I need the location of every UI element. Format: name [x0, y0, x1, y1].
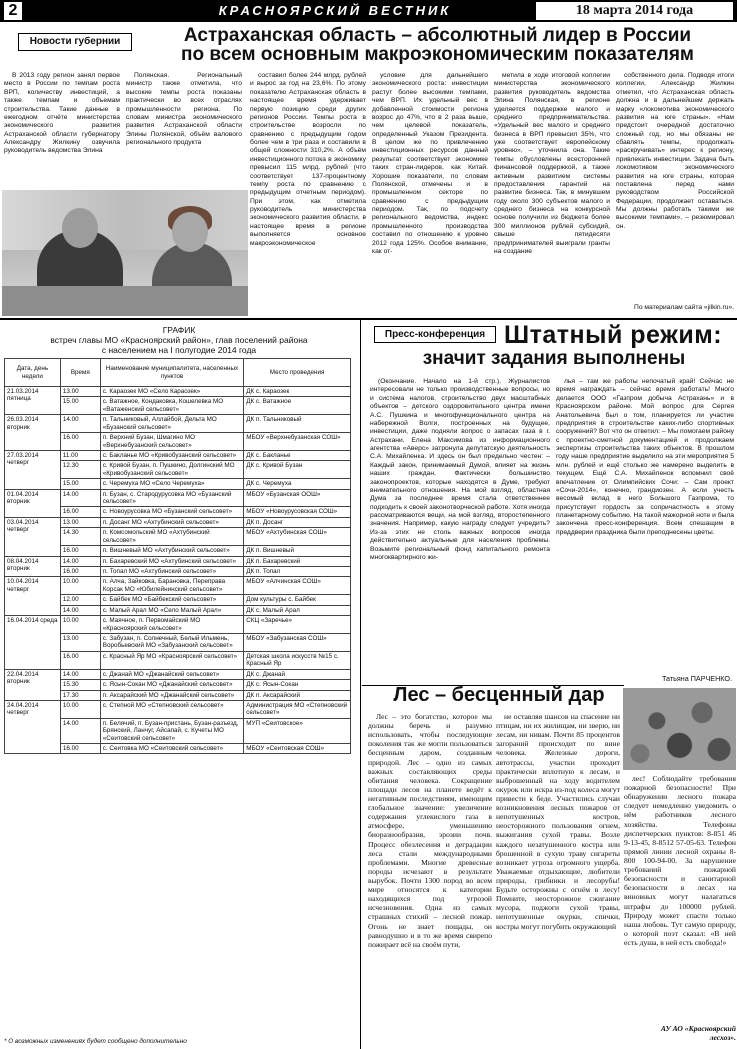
- date-cell: 03.04.2014 четверг: [5, 517, 61, 556]
- venue-cell: ДК п. Аксарайский: [244, 690, 351, 700]
- schedule-footnote: * О возможных изменениях будет сообщено дополнительно: [4, 1038, 187, 1045]
- forest-photo: [623, 688, 736, 770]
- venue-cell: МБОУ «Новоурусовская СОШ»: [244, 507, 351, 517]
- article-headline: Лес – бесценный дар: [393, 684, 605, 706]
- time-cell: 13.00: [60, 633, 100, 651]
- article-subheadline: значит задания выполнены: [422, 348, 686, 369]
- rubric-label: Новости губернии: [18, 33, 132, 51]
- venue-cell: МУП «Сеитовское»: [244, 718, 351, 743]
- time-cell: 15.30: [60, 680, 100, 690]
- venue-cell: МБОУ «Бузанская ООШ»: [244, 489, 351, 507]
- settlement-cell: с. Новоурусовка МО «Бузанский сельсовет»: [100, 507, 243, 517]
- venue-cell: ДК с. Черемуха: [244, 479, 351, 489]
- article-source: По материалам сайта «jilkin.ru».: [634, 304, 734, 311]
- time-cell: 12.00: [60, 595, 100, 605]
- date-cell: 22.04.2014 вторник: [5, 669, 61, 700]
- newspaper-title: КРАСНОЯРСКИЙ ВЕСТНИК: [218, 3, 452, 18]
- article-column: (Окончание. Начало на 1-й стр.). Журналистов интересовали не только производственные вопросы, но и система налогов, строительство двух масштабных объектов – детского оздоровительного центра имени А.С. Пушкина и многофункционального центра на набережной Волги, построенных на будущее, инвестиции, даже подняли вопрос о запасах газа в г. Астрахани. Елена Максимова из информационного агентства «Аверс» затронула депутатскую деятельность С.А. Михайленка. И здесь он был предельно честен: – Каждый закон, принимаемый Думой, влияет на жизнь наших граждан. Фактически большинство законопроектов, которые находятся в Думе, требуют внимательного отношения. На мой взгляд, областная Дума за последнее время стала ответственнее подходить к своей законотворческой работе. Хотя иногда рассматриваются вещи, на мой взгляд, второстепенного значения. Например, какую награду следует учредить? Из-за этих не столь важных вопросов иногда действительно актуальные для населения проблемы. Возьмите региональный фонд капитального ремонта многоквартирного жи-: [370, 378, 550, 561]
- venue-cell: ДК п. Досанг: [244, 517, 351, 527]
- divider: [0, 318, 737, 320]
- time-cell: 13.00: [60, 517, 100, 527]
- settlement-cell: п. Бахаревский МО «Ахтубинский сельсовет»: [100, 556, 243, 566]
- venue-cell: ДК с. Бакланье: [244, 450, 351, 460]
- table-row: [5, 517, 351, 527]
- date-cell: 01.04.2014 вторник: [5, 489, 61, 517]
- venue-cell: ДК с. Ватажное: [244, 397, 351, 415]
- date-cell: 24.04.2014 четверг: [5, 700, 61, 754]
- article-headline: [140, 26, 735, 64]
- settlement-cell: п. Топал МО «Ахтубинский сельсовет»: [100, 567, 243, 577]
- settlement-cell: с. Кривой Бузан, п. Пушкино, Долгинский МО «Кривобузанский сельсовет»: [100, 461, 243, 479]
- venue-cell: МБОУ «Верхнебузанская СОШ»: [244, 433, 351, 451]
- settlement-cell: п. Аксарайский МО «Джанайский сельсовет»: [100, 690, 243, 700]
- time-cell: 13.00: [60, 387, 100, 397]
- schedule-title: ГРАФИК встреч главы МО «Красноярский район», глав поселений района с населением на I полугодие 2014 года: [50, 325, 308, 356]
- time-cell: 15.00: [60, 479, 100, 489]
- settlement-cell: п. Тальниковый, Аллайбой, Дельта МО «Бузанский сельсовет»: [100, 415, 243, 433]
- venue-cell: МБОУ «Сеитовская СОШ»: [244, 744, 351, 754]
- article-column: В 2013 году регион занял первое место в России по темпам роста ВРП, количеству инвестиций, а также темпам и объемам строительства. Такие данные в ежегодном отчёте министерства экономического развития Астраханской области губернатору Александру Жилкину озвучила руководитель ведомства Элина: [4, 72, 120, 155]
- article-headline: Штатный режим:: [504, 321, 723, 349]
- article-column: лья – там же работы непочатый край! Сейчас не время награждать – сейчас время работать! Много делается ООО «Газпром добыча Астрахань» и в Красноярском районе. Мой вопрос для Сергея Анатольевича был о том, планируется ли участие предприятия в строительстве каких-либо спортивных сооружений? Вот что он ответил: – Мы помогаем району с проектно-сметной документацией и продолжаем экспертизы строительства таких объектов. В прошлом году наше предприятие выделило на эти мероприятия 5 млн. рублей и ещё столько же намерено выделить в текущем. Ещё С.А. Михайленок вспомнил своё впечатление от Олимпийских Сочи: – Сам проект «Сочи-2014», конечно, грандиозен. А если учесть весомый вклад в него Большого Газпрома, то присутствует гордость за сопричастность к этому планетарному событию. На такой мажорной ноте и была закончена пресс-конференция. Всем спешащим в преддверии праздника были преподнесены цветы.: [556, 378, 734, 536]
- settlement-cell: п. Алча, Зайковка, Барановка, Переправа Корсак МО «Юбилейнинский сельсовет»: [100, 577, 243, 595]
- divider: [360, 320, 361, 1049]
- settlement-cell: с. Маячное, п. Первомайский МО «Красноярский сельсовет»: [100, 616, 243, 634]
- time-cell: 16.00: [60, 507, 100, 517]
- date-cell: 08.04.2014 вторник: [5, 556, 61, 577]
- date-cell: 27.03.2014 четверг: [5, 450, 61, 489]
- venue-cell: МБОУ «Алчинская СОШ»: [244, 577, 351, 595]
- article-column: Полянская. Региональный министр также отметила, что высокие темпы роста показаны практически во всех отраслях промышленности региона. По словам министра экономического развития Астраханской области Элины Полянской, объём валового регионального продукта: [126, 72, 242, 146]
- table-row: [5, 415, 351, 433]
- article-column: составил более 244 млрд. рублей и вырос за год на 23,6%. По этому показателю Астраханская область в настоящее время удерживает первую позицию среди других регионов России. Темпы роста в строительстве возросли по сравнению с предыдущим годом более чем в три раза и составили в общей сложности 310,2%. А объём инвестиционного потока в экономику превысил 115 млрд. рублей (что соответствует 137-процентному темпу роста по сравнению с предыдущим отчетным периодом). При этом, как отметила руководитель министерства экономического развития области, в настоящее время в регионе выполняется основное макроэкономическое: [250, 72, 366, 247]
- venue-cell: ДК п. Тальниковый: [244, 415, 351, 433]
- settlement-cell: с. Байбек МО «Байбекский сельсовет»: [100, 595, 243, 605]
- time-cell: 14.00: [60, 605, 100, 615]
- time-cell: 17.30: [60, 690, 100, 700]
- time-cell: 16.00: [60, 567, 100, 577]
- column-header: Дата, день недели: [5, 359, 61, 387]
- time-cell: 12.30: [60, 461, 100, 479]
- venue-cell: ДК п. Топал: [244, 567, 351, 577]
- venue-cell: ДК с. Ясын-Сокан: [244, 680, 351, 690]
- settlement-cell: п. Вишневый МО «Ахтубинский сельсовет»: [100, 546, 243, 556]
- headline-line: Астраханская область – абсолютный лидер в России: [183, 25, 692, 46]
- time-cell: 16.00: [60, 651, 100, 669]
- date-cell: 21.03.2014 пятница: [5, 387, 61, 415]
- time-cell: 14.00: [60, 718, 100, 743]
- table-row: [5, 387, 351, 397]
- venue-cell: Детская школа искусств №15 с. Красный Яр: [244, 651, 351, 669]
- article-column: метила в ходе итоговой коллегии министерства экономического развития руководитель ведомства Элина Полянская, в регионе уделяется поддержке малого и среднего предпринимательства. «Удельный вес малого и среднего бизнеса в ВРП превысил 35%, что уже соответствует европейскому уровню», – уточнила она. Такие темпы обусловлены всесторонней финансовой поддержкой, а также активным развитием системы предоставления гарантий на развитие бизнеса. Так, в минувшем году около 300 субъектов малого и среднего бизнеса на конкурсной основе получили из бюджета более 300 миллионов рублей субсидий, свыше пятидесяти предпринимателей выиграли гранты на создание: [494, 72, 610, 255]
- venue-cell: Администрация МО «Степновский сельсовет»: [244, 700, 351, 718]
- settlement-cell: с. Черемуха МО «Село Черемуха»: [100, 479, 243, 489]
- time-cell: 14.00: [60, 415, 100, 433]
- date-cell: 16.04.2014 среда: [5, 616, 61, 670]
- table-row: [5, 700, 351, 718]
- table-row: [5, 556, 351, 566]
- venue-cell: ДК п. Бахаревский: [244, 556, 351, 566]
- date-cell: 26.03.2014 вторник: [5, 415, 61, 451]
- time-cell: 14.00: [60, 556, 100, 566]
- venue-cell: ДК п. Вишневый: [244, 546, 351, 556]
- time-cell: 15.00: [60, 397, 100, 415]
- settlement-cell: п. Бузан, с. Стародурусовка МО «Бузанский сельсовет»: [100, 489, 243, 507]
- settlement-cell: п. Досанг МО «Ахтубинский сельсовет»: [100, 517, 243, 527]
- time-cell: 14.00: [60, 489, 100, 507]
- venue-cell: МБОУ «Ахтубинская СОШ»: [244, 528, 351, 546]
- settlement-cell: с. Степной МО «Степновский сельсовет»: [100, 700, 243, 718]
- table-row: [5, 450, 351, 460]
- settlement-cell: с. Забузан, п. Солнечный, Белый Ильмень, Воробьевский МО «Забузанский сельсовет»: [100, 633, 243, 651]
- venue-cell: СКЦ «Заречье»: [244, 616, 351, 634]
- article-column: собственного дела. Подводя итоги коллегии, Александр Жилкин отметил, что Астраханская область должна и в дальнейшем держать марку «локомотива экономического развития на юге страны». «Нам предстоит очередной достаточно сложный год, но мы обязаны не сбавлять темпы, продолжать «раскручивать» интерес к региону, привлекать инвестиции. Задача быть локомотивом экономического развития на юге страны, которая поставлена перед нами руководством Российской Федерации, продолжает оставаться. Мы должны работать такими же высокими темпами», – резюмировал он.: [616, 72, 734, 230]
- venue-cell: ДК с. Караозек: [244, 387, 351, 397]
- settlement-cell: с. Ясын-Сокан МО «Джанайский сельсовет»: [100, 680, 243, 690]
- article-column: условие для дальнейшего экономического роста: инвестиции растут более высокими темпами, чем ВРП. Их удельный вес в добавленной стоимости региона возрос до 47%, что в 2 раза выше, чем целевой показатель, определенный Указом Президента. В целом же по привлечению инвестиционных ресурсов данный результат соответствует экономике таких стран-лидеров, как Китай. Хорошие показатели, по словам Полянской, отмечены и в промышленном секторе по сравнению с предыдущим периодом. Так, по подсчету регионального ведомства, индекс промышленного производства составил по отношению к уровню 2012 года 125%. Особое внимание, как от-: [372, 72, 488, 255]
- table-row: [5, 669, 351, 679]
- table-row: [5, 616, 351, 634]
- column-header: Место проведения: [244, 359, 351, 387]
- time-cell: 16.00: [60, 744, 100, 754]
- article-column: не оставляя шансов на спасение ни птицам, ни их жилищам, ни зверю, ни лесам, ни нивам. Почти 85 процентов загораний происходит по вине человека. Железные дороги, автотрассы, участки проходит практически вплотную к лесам, и выброшенный на ходу водителем окурок или искра из-под колеса могут привести к беде. Участились случаи возникновения лесных пожаров от непотушенных костров, неосторожного пользования огнем, выжигания сухой травы. Возле каждого незатушенного костра или брошенной в сухую траву сигареты возникает угроза огромного ущерба. Уважаемые отдыхающие, любители природы, грибники и лесорубы! Будьте осторожны с огнём в лесу! Помните, неосторожное сжигание мусора, поджоги сухой травы, непотушенные окурки, спички, костры могут погубить окружающий: [496, 712, 620, 931]
- column-header: Время: [60, 359, 100, 387]
- settlement-cell: с. Малый Арал МО «Село Малый Арал»: [100, 605, 243, 615]
- page-number: 2: [4, 2, 22, 20]
- time-cell: 10.00: [60, 577, 100, 595]
- time-cell: 10.00: [60, 700, 100, 718]
- time-cell: 16.00: [60, 433, 100, 451]
- settlement-cell: с. Сеитовка МО «Сеитовский сельсовет»: [100, 744, 243, 754]
- meeting-photo: [2, 190, 248, 316]
- venue-cell: ДК с. Джанай: [244, 669, 351, 679]
- settlement-cell: п. Комсомольский МО «Ахтубинский сельсовет»: [100, 528, 243, 546]
- settlement-cell: п. Белячий, п. Бузан-пристань, Бузан-разъезд, Брянский, Ланчуг, Айсапай, с. Кучеты МО «Сеитовский сельсовет»: [100, 718, 243, 743]
- article-column: лес! Соблюдайте требования пожарной безопасности! При обнаружении лесного пожара следует немедленно уведомить о нём работников лесного хозяйства. Телефоны диспетчерских пунктов: 8-851 46 9-13-45, 8-8512 57-05-63. Телефон прямой линии лесной охраны 8-800 100-94-00. За нарушение требований пожарной безопасности и санитарной безопасности в лесах на виновных могут налагаться штрафы до 100000 рублей. Природу может спасти только наша любовь. Тут самую природу, о которой поэт сказал: «В ней есть душа, в ней есть свобода!»: [624, 774, 736, 947]
- issue-date: 18 марта 2014 года: [536, 2, 733, 20]
- column-header: Наименование муниципалитета, населенных пунктов: [100, 359, 243, 387]
- time-cell: 16.00: [60, 546, 100, 556]
- table-row: [5, 489, 351, 507]
- venue-cell: ДК с. Кривой Бузан: [244, 461, 351, 479]
- date-cell: 10.04.2014 четверг: [5, 577, 61, 616]
- settlement-cell: с. Джанай МО «Джанайский сельсовет»: [100, 669, 243, 679]
- time-cell: 14.30: [60, 528, 100, 546]
- article-column: Лес – это богатство, которое мы должны беречь и разумно использовать, чтобы последующие поколения так же могли пользоваться бесценным даром, созданным природой. Лес – одно из самых важных составляющих среды обитания человека. Сокращение площади лесов на планете ведёт к негативным последствиям, имеющим глобальное значение: увеличение содержания углекислого газа в атмосфере, уменьшению биоразнообразия, эрозии почв. Процесс обезлесения и деградации леса стали междунарoдными проблемами. Многие древесные породы исчезают в результате вырубок. Почти 1300 пород во всем мире относятся к категории находящихся под угрозой исчезновения. Одна из самых страшных стихий – лесной пожар. Огонь не знает пощады, он равнодушно и в то же время свирепо пожирает всё на своём пути,: [368, 712, 492, 949]
- time-cell: 11.00: [60, 450, 100, 460]
- headline-line: по всем основным макроэкономическим показателям: [181, 44, 694, 65]
- table-row: [5, 577, 351, 595]
- author-signature: Татьяна ПАРЧЕНКО.: [661, 674, 732, 683]
- rubric-label: Пресс-конференция: [374, 326, 496, 343]
- author-signature: АУ АО «Красноярский лесхоз».: [660, 1024, 736, 1043]
- settlement-cell: с. Ватажное, Кондаковка, Кошелевка МО «Ватаженский сельсовет»: [100, 397, 243, 415]
- settlement-cell: с. Бакланье МО «Кривобузанский сельсовет»: [100, 450, 243, 460]
- schedule-table: [4, 358, 351, 754]
- venue-cell: Дом культуры с. Байбек: [244, 595, 351, 605]
- settlement-cell: с. Караозек МО «Село Караозек»: [100, 387, 243, 397]
- venue-cell: МБОУ «Забузанская СОШ»: [244, 633, 351, 651]
- venue-cell: ДК с. Малый Арал: [244, 605, 351, 615]
- settlement-cell: п. Верхний Бузан, Шмагино МО «Верхнебузанский сельсовет»: [100, 433, 243, 451]
- time-cell: 10.00: [60, 616, 100, 634]
- settlement-cell: с. Красный Яр МО «Красноярский сельсовет»: [100, 651, 243, 669]
- time-cell: 14.00: [60, 669, 100, 679]
